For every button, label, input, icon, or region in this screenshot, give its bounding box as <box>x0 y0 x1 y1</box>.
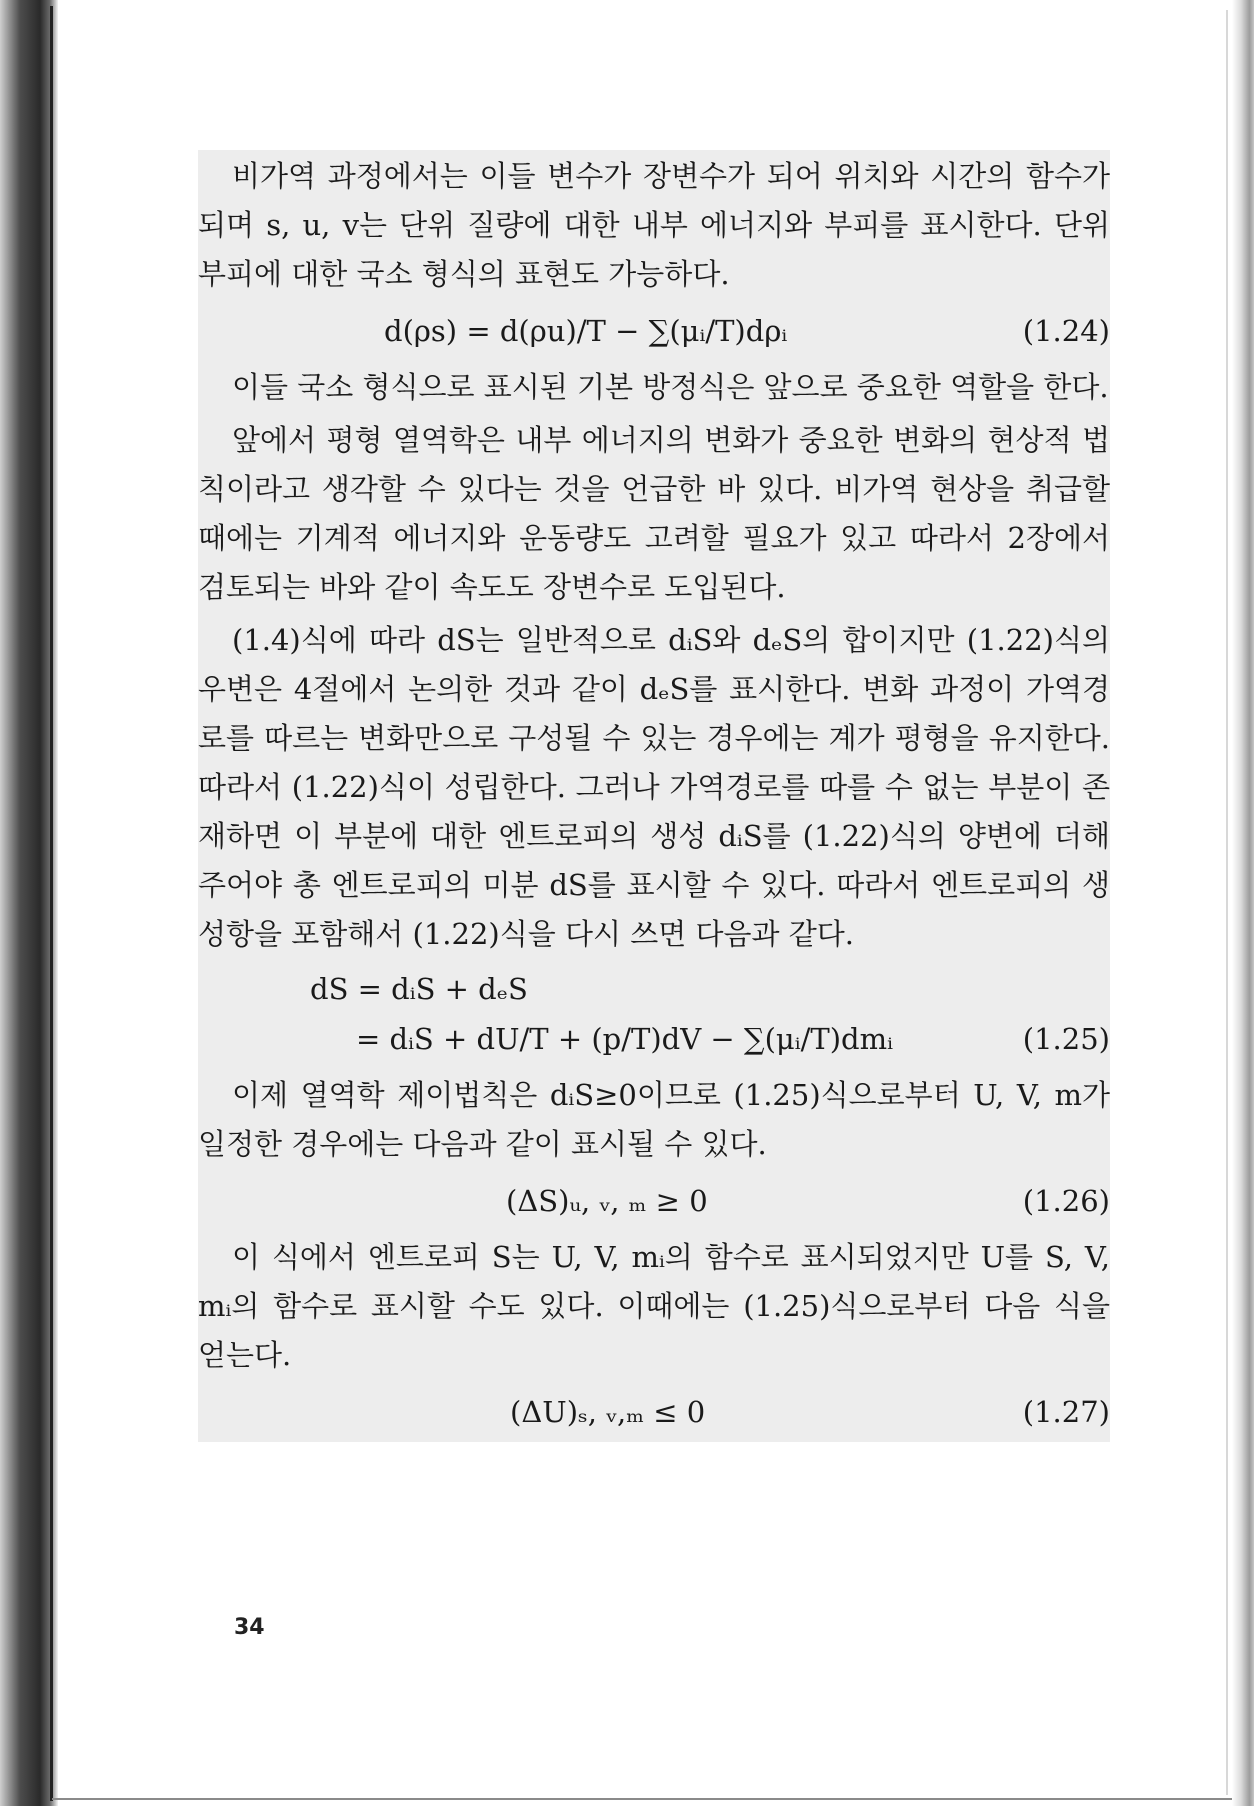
equation-formula: (ΔU)ₛ, ᵥ,ₘ ≤ 0 <box>510 1395 706 1429</box>
equation-line-1: dS = dᵢS + dₑS <box>310 972 528 1006</box>
paragraph-6: 이 식에서 엔트로피 S는 U, V, mᵢ의 함수로 표시되었지만 U를 S, V, mᵢ의 함수로 표시할 수도 있다. 이때에는 (1.25)식으로부터 다음 식을 얻는다. <box>198 1240 1110 1372</box>
equation-line-2: = dᵢS + dU/T + (p/T)dV − ∑(μᵢ/T)dmᵢ <box>356 1022 893 1056</box>
equation-formula: d(ρs) = d(ρu)/T − ∑(μᵢ/T)dρᵢ <box>384 314 788 348</box>
paragraph-5: 이제 열역학 제이법칙은 dᵢS≥0이므로 (1.25)식으로부터 U, V, m가 일정한 경우에는 다음과 같이 표시될 수 있다. <box>198 1078 1110 1161</box>
paragraph-1: 비가역 과정에서는 이들 변수가 장변수가 되어 위치와 시간의 함수가 되며 s, u, v는 단위 질량에 대한 내부 에너지와 부피를 표시한다. 단위 부피에 대한 국소 형식의 표현도 가능하다. <box>198 159 1110 291</box>
page-right-edge <box>1232 0 1254 1806</box>
paragraph-4: (1.4)식에 따라 dS는 일반적으로 dᵢS와 dₑS의 합이지만 (1.22)식의 우변은 4절에서 논의한 것과 같이 dₑS를 표시한다. 변화 과정이 가역경로를 따르는 변화만으로 구성될 수 있는 경우에는 계가 평형을 유지한다. 따라서 (1.22)식이 성립한다. 그러나 가역경로를 따를 수 없는 부분이 존재하면 이 부분에 대한 엔트로피의 생성 dᵢS를 (1.22)식의 양변에 더해 주어야 총 엔트로피의 미분 dS를 표시할 수 있다. 따라서 엔트로피의 생성항을 포함해서 (1.22)식을 다시 쓰면 다음과 같다. <box>198 623 1110 951</box>
equation-number: (1.26) <box>1022 1184 1110 1218</box>
equation-formula: (ΔS)ᵤ, ᵥ, ₘ ≥ 0 <box>506 1184 708 1218</box>
equation-1-25 <box>198 961 1110 1069</box>
equation-1-27 <box>198 1382 1110 1442</box>
paragraph-3: 앞에서 평형 열역학은 내부 에너지의 변화가 중요한 변화의 현상적 법칙이라고 생각할 수 있다는 것을 언급한 바 있다. 비가역 현상을 취급할 때에는 기계적 에너지와 운동량도 고려할 필요가 있고 따라서 2장에서 검토되는 바와 같이 속도도 장변수로 도입된다. <box>198 423 1110 604</box>
paragraph-2: 이들 국소 형식으로 표시된 기본 방정식은 앞으로 중요한 역할을 한다. <box>232 370 1109 404</box>
page-right-border <box>1226 10 1228 1795</box>
page-bottom-border <box>52 1798 1232 1800</box>
equation-1-24 <box>198 301 1110 361</box>
equation-number: (1.24) <box>1022 314 1110 348</box>
book-spine-edge <box>50 6 53 1801</box>
page-number: 34 <box>234 1615 265 1640</box>
equation-1-26 <box>198 1171 1110 1231</box>
page-body <box>198 150 1110 1442</box>
equation-number: (1.25) <box>1022 1022 1110 1056</box>
equation-number: (1.27) <box>1022 1395 1110 1429</box>
